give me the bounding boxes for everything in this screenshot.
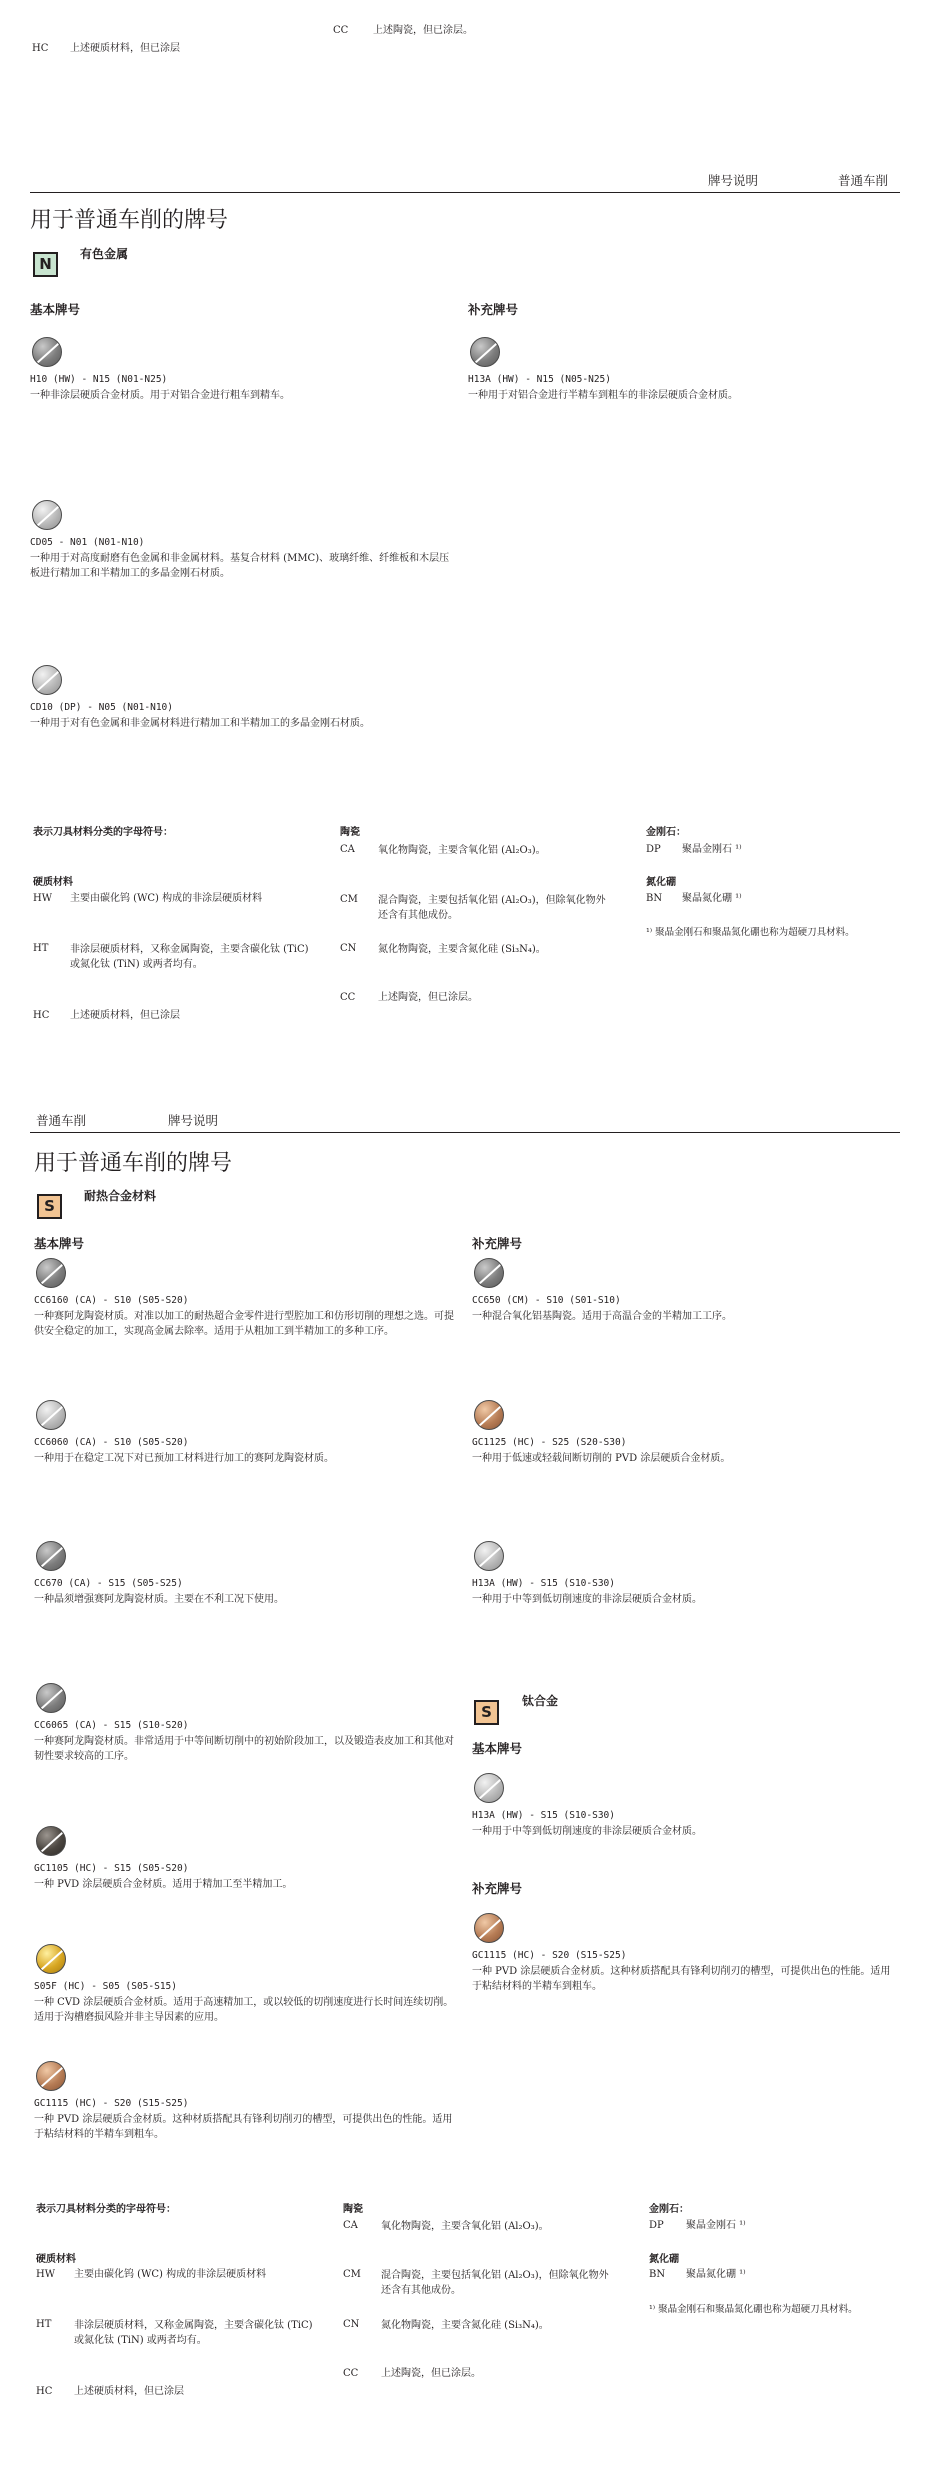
- grade-insert-icon: [474, 1258, 504, 1288]
- grade-code: S05F (HC) - S05 (S05-S15): [34, 1981, 177, 1992]
- legend-text: 上述硬质材料，但已涂层: [70, 1010, 180, 1021]
- legend-hard-heading: 硬质材料: [33, 877, 73, 888]
- legend-code: CC: [343, 2368, 359, 2379]
- legend-cbn-heading: 氮化硼: [649, 2254, 679, 2265]
- grade-description: 一种用于在稳定工况下对已预加工材料进行加工的赛阿龙陶瓷材质。: [34, 1453, 334, 1464]
- grade-code: CC670 (CA) - S15 (S05-S25): [34, 1578, 183, 1589]
- header-rule: [30, 192, 900, 193]
- page-title: 用于普通车削的牌号: [30, 208, 229, 233]
- legend-text: 氧化物陶瓷，主要含氧化铝 (Al₂O₃)。: [381, 2221, 549, 2232]
- basic-grades-heading: 基本牌号: [472, 1741, 523, 1756]
- grade-description: 一种用于对有色金属和非金属材料进行精加工和半精加工的多晶金刚石材质。: [30, 718, 370, 729]
- legend-text: 非涂层硬质材料，又称金属陶瓷，主要含碳化钛 (TiC) 或氮化钛 (TiN) 或两者均有。: [74, 2320, 313, 2346]
- legend-text: 上述陶瓷，但已涂层。: [381, 2368, 481, 2379]
- legend-text: 主要由碳化钨 (WC) 构成的非涂层硬质材料: [74, 2269, 267, 2280]
- legend-heading: 表示刀具材料分类的字母符号：: [36, 2204, 176, 2215]
- grade-insert-icon: [36, 1826, 66, 1856]
- material-label: 有色金属: [80, 247, 129, 261]
- grade-description: 一种用于对铝合金进行半精车到粗车的非涂层硬质合金材质。: [468, 390, 738, 401]
- legend-footnote: ¹⁾ 聚晶金刚石和聚晶氮化硼也称为超硬刀具材料。: [649, 2304, 858, 2315]
- grade-code: CC650 (CM) - S10 (S01-S10): [472, 1295, 621, 1306]
- header-chapter-label: 普通车削: [838, 173, 889, 188]
- grade-description: 一种赛阿龙陶瓷材质。非常适用于中等间断切削中的初始阶段加工，以及锻造表皮加工和其他对韧性要求较高的工序。: [34, 1736, 454, 1762]
- grade-insert-icon: [470, 337, 500, 367]
- header-section-label: 牌号说明: [708, 173, 759, 188]
- material-badge-s: S: [37, 1194, 62, 1219]
- page-title: 用于普通车削的牌号: [34, 1151, 233, 1176]
- header-rule: [30, 1132, 900, 1133]
- supplementary-grades-heading: 补充牌号: [472, 1236, 523, 1251]
- grade-description: 一种 CVD 涂层硬质合金材质。适用于高速精加工，或以较低的切削速度进行长时间连续切削。适用于沟槽磨损风险并非主导因素的应用。: [34, 1997, 454, 2023]
- grade-description: 一种 PVD 涂层硬质合金材质。这种材质搭配具有锋利切削刃的槽型，可提供出色的性能。适用于粘结材料的半精车到粗车。: [34, 2114, 453, 2140]
- legend-code: CA: [340, 844, 355, 855]
- legend-footnote: ¹⁾ 聚晶金刚石和聚晶氮化硼也称为超硬刀具材料。: [646, 927, 855, 938]
- legend-code: CN: [340, 943, 357, 954]
- grade-code: H10 (HW) - N15 (N01-N25): [30, 374, 168, 385]
- legend-text: 混合陶瓷，主要包括氧化铝 (Al₂O₃)，但除氧化物外还含有其他成份。: [378, 895, 606, 921]
- grade-code: GC1115 (HC) - S20 (S15-S25): [472, 1950, 627, 1961]
- supplementary-grades-heading: 补充牌号: [472, 1881, 523, 1896]
- grade-insert-icon: [36, 1541, 66, 1571]
- grade-code: CC6060 (CA) - S10 (S05-S20): [34, 1437, 189, 1448]
- grade-insert-icon: [32, 500, 62, 530]
- legend-cbn-heading: 氮化硼: [646, 877, 676, 888]
- grade-description: 一种 PVD 涂层硬质合金材质。这种材质搭配具有锋利切削刃的槽型，可提供出色的性能。适用于粘结材料的半精车到粗车。: [472, 1966, 891, 1992]
- legend-diamond-heading: 金刚石：: [646, 827, 686, 838]
- legend-text: 氮化物陶瓷，主要含氮化硅 (Si₃N₄)。: [378, 944, 546, 955]
- grade-description: 一种混合氧化铝基陶瓷。适用于高温合金的半精加工工序。: [472, 1311, 732, 1322]
- grade-code: CD10 (DP) - N05 (N01-N10): [30, 702, 173, 713]
- legend-code: BN: [646, 893, 663, 904]
- material-badge-s: S: [474, 1700, 499, 1725]
- grade-insert-icon: [36, 1944, 66, 1974]
- grade-code: H13A (HW) - N15 (N05-N25): [468, 374, 611, 385]
- legend-code: DP: [646, 844, 661, 855]
- basic-grades-heading: 基本牌号: [34, 1236, 85, 1251]
- grade-code: CC6160 (CA) - S10 (S05-S20): [34, 1295, 189, 1306]
- legend-text: 聚晶氮化硼 ¹⁾: [686, 2269, 746, 2280]
- legend-text: 上述硬质材料，但已涂层: [70, 43, 180, 54]
- grade-insert-icon: [36, 1258, 66, 1288]
- grade-description: 一种 PVD 涂层硬质合金材质。适用于精加工至半精加工。: [34, 1879, 293, 1890]
- grade-insert-icon: [474, 1773, 504, 1803]
- legend-code: HW: [33, 893, 52, 904]
- legend-ceramic-heading: 陶瓷: [340, 827, 360, 838]
- grade-insert-icon: [36, 1683, 66, 1713]
- legend-code: CC: [333, 25, 349, 36]
- material-badge-n: N: [33, 252, 58, 277]
- header-section-label: 牌号说明: [168, 1113, 219, 1128]
- material-label: 耐热合金材料: [84, 1189, 157, 1203]
- legend-text: 氮化物陶瓷，主要含氮化硅 (Si₃N₄)。: [381, 2320, 549, 2331]
- grade-code: GC1105 (HC) - S15 (S05-S20): [34, 1863, 189, 1874]
- legend-text: 上述陶瓷，但已涂层。: [378, 992, 478, 1003]
- legend-text: 非涂层硬质材料，又称金属陶瓷，主要含碳化钛 (TiC) 或氮化钛 (TiN) 或两者均有。: [70, 944, 309, 970]
- grade-insert-icon: [32, 337, 62, 367]
- grade-insert-icon: [36, 1400, 66, 1430]
- supplementary-grades-heading: 补充牌号: [468, 302, 519, 317]
- grade-description: 一种用于中等到低切削速度的非涂层硬质合金材质。: [472, 1826, 702, 1837]
- legend-heading: 表示刀具材料分类的字母符号：: [33, 827, 173, 838]
- grade-description: 一种晶须增强赛阿龙陶瓷材质。主要在不利工况下使用。: [34, 1594, 284, 1605]
- grade-insert-icon: [474, 1913, 504, 1943]
- legend-code: HT: [33, 943, 49, 954]
- legend-code: HC: [32, 43, 49, 54]
- legend-text: 上述硬质材料，但已涂层: [74, 2386, 184, 2397]
- grade-code: CC6065 (CA) - S15 (S10-S20): [34, 1720, 189, 1731]
- grade-insert-icon: [32, 665, 62, 695]
- legend-code: CN: [343, 2319, 360, 2330]
- legend-code: CM: [343, 2269, 361, 2280]
- basic-grades-heading: 基本牌号: [30, 302, 81, 317]
- legend-text: 氧化物陶瓷，主要含氧化铝 (Al₂O₃)。: [378, 845, 546, 856]
- legend-text: 聚晶金刚石 ¹⁾: [682, 844, 742, 855]
- grade-insert-icon: [474, 1400, 504, 1430]
- legend-code: HT: [36, 2319, 52, 2330]
- legend-diamond-heading: 金刚石：: [649, 2204, 689, 2215]
- legend-text: 主要由碳化钨 (WC) 构成的非涂层硬质材料: [70, 893, 263, 904]
- legend-code: HW: [36, 2269, 55, 2280]
- legend-text: 聚晶金刚石 ¹⁾: [686, 2220, 746, 2231]
- legend-code: DP: [649, 2220, 664, 2231]
- legend-code: BN: [649, 2269, 666, 2280]
- legend-code: CM: [340, 894, 358, 905]
- legend-hard-heading: 硬质材料: [36, 2254, 76, 2265]
- grade-description: 一种用于对高度耐磨有色金属和非金属材料。基复合材料 (MMC)、玻璃纤维、纤维板和木层压板进行精加工和半精加工的多晶金刚石材质。: [30, 553, 450, 579]
- legend-text: 混合陶瓷，主要包括氧化铝 (Al₂O₃)，但除氧化物外还含有其他成份。: [381, 2270, 609, 2296]
- grade-insert-icon: [474, 1541, 504, 1571]
- grade-description: 一种用于中等到低切削速度的非涂层硬质合金材质。: [472, 1594, 702, 1605]
- legend-ceramic-heading: 陶瓷: [343, 2204, 363, 2215]
- grade-description: 一种非涂层硬质合金材质。用于对铝合金进行粗车到精车。: [30, 390, 290, 401]
- legend-text: 聚晶氮化硼 ¹⁾: [682, 893, 742, 904]
- grade-code: H13A (HW) - S15 (S10-S30): [472, 1810, 615, 1821]
- grade-code: CD05 - N01 (N01-N10): [30, 537, 145, 548]
- legend-code: HC: [36, 2386, 53, 2397]
- legend-code: CA: [343, 2220, 358, 2231]
- grade-description: 一种赛阿龙陶瓷材质。对准以加工的耐热超合金零件进行型腔加工和仿形切削的理想之选。可提供安全稳定的加工，实现高金属去除率。适用于从粗加工到半精加工的多种工序。: [34, 1311, 454, 1337]
- header-chapter-label: 普通车削: [36, 1113, 87, 1128]
- grade-description: 一种用于低速或轻载间断切削的 PVD 涂层硬质合金材质。: [472, 1453, 731, 1464]
- legend-text: 上述陶瓷，但已涂层。: [373, 25, 473, 36]
- grade-code: GC1115 (HC) - S20 (S15-S25): [34, 2098, 189, 2109]
- grade-insert-icon: [36, 2061, 66, 2091]
- grade-code: GC1125 (HC) - S25 (S20-S30): [472, 1437, 627, 1448]
- legend-code: CC: [340, 992, 356, 1003]
- grade-code: H13A (HW) - S15 (S10-S30): [472, 1578, 615, 1589]
- legend-code: HC: [33, 1010, 50, 1021]
- material-label: 钛合金: [522, 1694, 559, 1708]
